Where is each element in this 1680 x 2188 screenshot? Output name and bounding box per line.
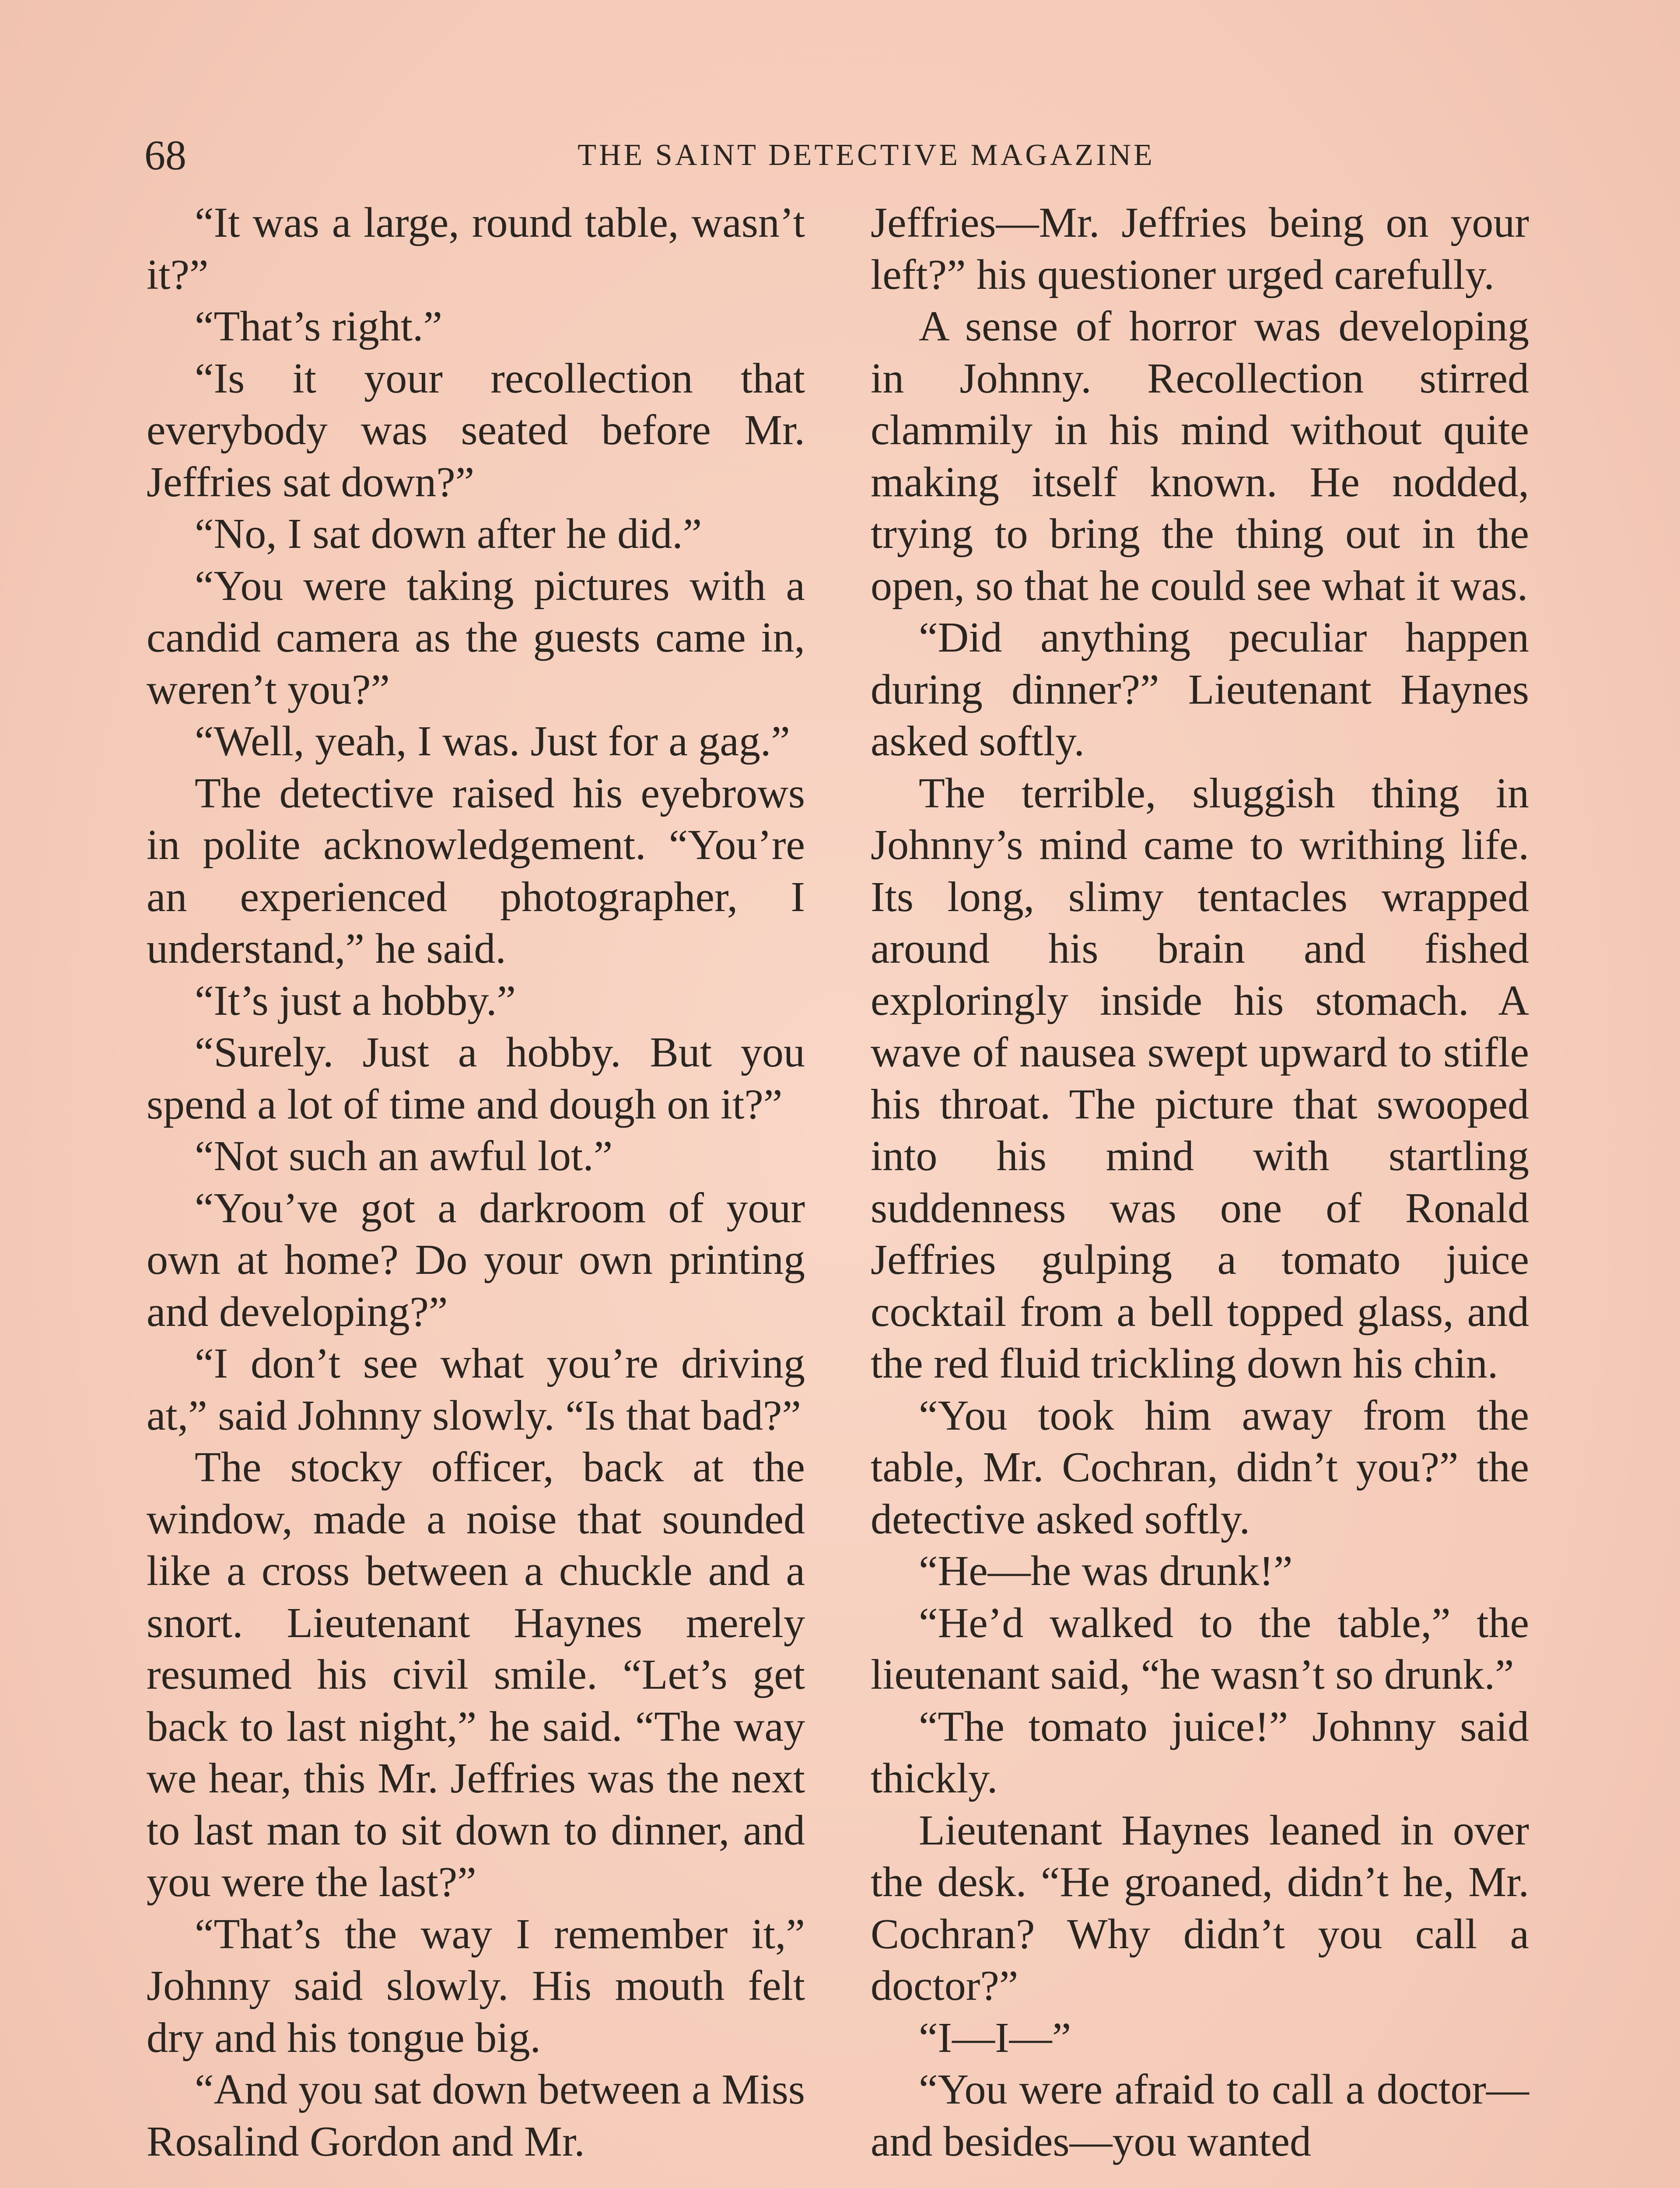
paragraph: “I—I—” [919,2014,1071,2062]
paragraph: “It was a large, round table, wasn’t it?” [147,199,805,298]
paragraph: “I don’t see what you’re driving at,” said Johnny slowly. “Is that bad?” [147,1340,805,1439]
paragraph: “And you sat down between a Miss Rosalind Gordon and Mr. [147,2066,805,2165]
paragraph: “Well, yeah, I was. Just for a gag.” [195,718,790,765]
paragraph: “You took him away from the table, Mr. Cochran, didn’t you?” the detective asked softly. [871,1392,1529,1543]
paragraph: “That’s the way I remember it,” Johnny said slowly. His mouth felt dry and his tongue big. [147,1910,805,2062]
right-column [871,197,1529,2167]
running-title: THE SAINT DETECTIVE MAGAZINE [578,138,1155,172]
paragraph: “Not such an awful lot.” [195,1133,613,1180]
paragraph: Jeffries—Mr. Jeffries being on your left?” his questioner urged carefully. [871,199,1529,298]
page-header [144,127,1544,184]
paragraph: A sense of horror was developing in Johnny. Recollection stirred clammily in his mind without quite making itself known. He nodded, trying to bring the thing out in the open, so that he could see what it was. [871,303,1529,610]
paragraph: “You were taking pictures with a candid camera as the guests came in, weren’t you?” [147,562,805,713]
left-column [147,197,805,2167]
paragraph: “He’d walked to the table,” the lieutenant said, “he wasn’t so drunk.” [871,1599,1529,1698]
paragraph: “No, I sat down after he did.” [195,510,702,558]
paragraph: The terrible, sluggish thing in Johnny’s mind came to writhing life. Its long, slimy tentacles wrapped around his brain and fished exploringly inside his stomach. A wave of nausea swept upward to stifle his throat. The picture that swooped into his mind with startling suddenness was one of Ronald Jeffries gulping a tomato juice cocktail from a bell topped glass, and the red fluid trickling down his chin. [871,769,1529,1387]
paragraph: The detective raised his eyebrows in polite acknowledgement. “You’re an experienced photographer, I understand,” he said. [147,769,805,972]
paragraph: “Is it your recollection that everybody was seated before Mr. Jeffries sat down?” [147,354,805,506]
paragraph: “The tomato juice!” Johnny said thickly. [871,1703,1529,1802]
paragraph: The stocky officer, back at the window, made a noise that sounded like a cross between a chuckle and a snort. Lieutenant Haynes merely resumed his civil smile. “Let’s get back to last night,” he said. “The way we hear, this Mr. Jeffries was the next to last man to sit down to dinner, and you were the last?” [147,1444,805,1906]
paragraph: Lieutenant Haynes leaned in over the desk. “He groaned, didn’t he, Mr. Cochran? Why didn’t you call a doctor?” [871,1806,1529,2009]
paragraph: “It’s just a hobby.” [195,977,516,1024]
page-number: 68 [144,132,186,179]
paragraph: “He—he was drunk!” [919,1547,1293,1595]
paragraph: “Surely. Just a hobby. But you spend a lot of time and dough on it?” [147,1029,805,1128]
paragraph: “You were afraid to call a doctor—and besides—you wanted [871,2066,1529,2165]
paragraph: “That’s right.” [195,303,443,350]
paragraph: “Did anything peculiar happen during dinner?” Lieutenant Haynes asked softly. [871,614,1529,765]
paragraph: “You’ve got a darkroom of your own at home? Do your own printing and developing?” [147,1184,805,1336]
